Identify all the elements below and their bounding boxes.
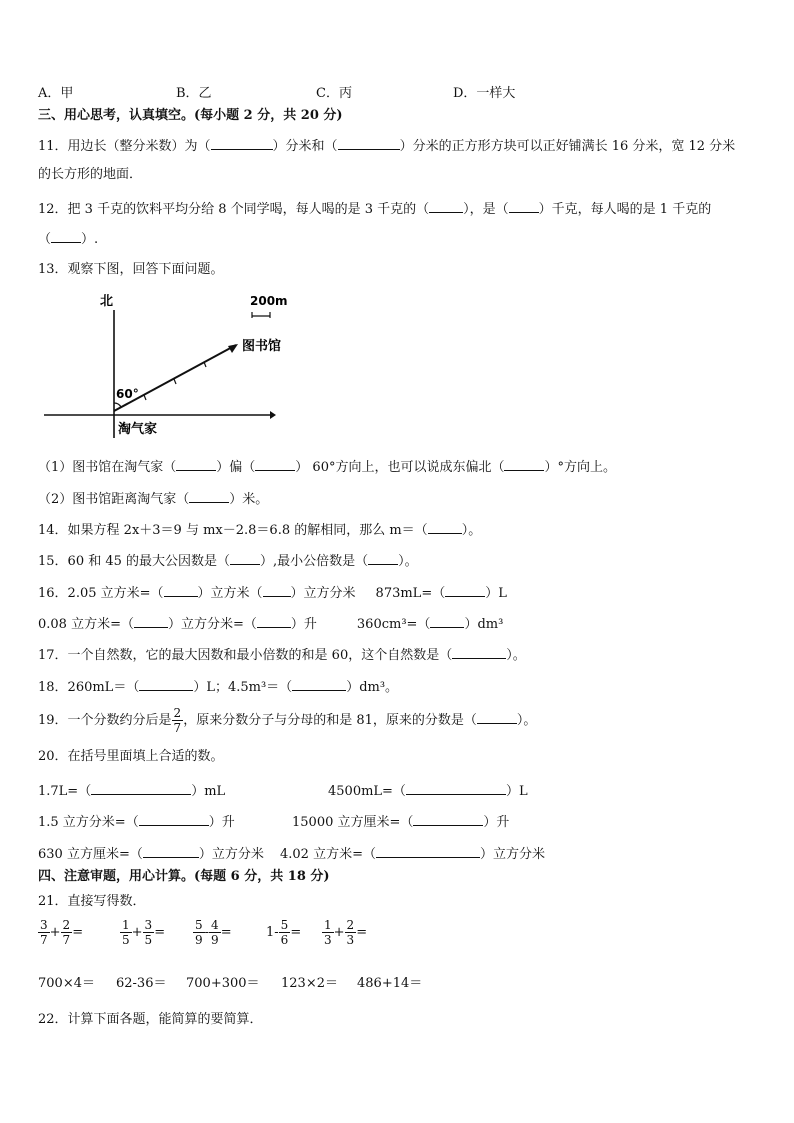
answer-blank[interactable] bbox=[428, 520, 462, 534]
section-4-heading: 四、注意审题，用心计算。(每题 6 分，共 18 分) bbox=[38, 869, 330, 884]
question-14: 14．如果方程 2x＋3＝9 与 mx－2.8＝6.8 的解相同，那么 m＝（ ）。 bbox=[38, 520, 481, 540]
library-arrowhead bbox=[228, 344, 238, 353]
question-12-line-2: （ ）. bbox=[38, 229, 98, 249]
answer-blank[interactable] bbox=[430, 614, 464, 628]
answer-blank[interactable] bbox=[139, 677, 193, 691]
home-label: 淘气家 bbox=[118, 422, 158, 437]
distance-tick bbox=[144, 395, 146, 400]
answer-blank[interactable] bbox=[143, 844, 199, 858]
answer-blank[interactable] bbox=[406, 781, 506, 795]
question-13-part-2: （2）图书馆距离淘气家（ ）米。 bbox=[38, 489, 268, 509]
answer-blank[interactable] bbox=[230, 551, 260, 565]
scale-label: 200m bbox=[250, 294, 288, 308]
east-arrowhead bbox=[270, 411, 276, 419]
question-16-row-1: 16．2.05 立方米=（ ）立方米（ ）立方分米 873mL=（ ）L bbox=[38, 583, 507, 603]
answer-blank[interactable] bbox=[139, 812, 209, 826]
question-13-intro: 13．观察下图，回答下面问题。 bbox=[38, 262, 224, 277]
question-20-row-1-right: 4500mL=（ ）L bbox=[328, 780, 528, 799]
fraction-expression-3: $\frac{5}{9}$ - $\frac{4}{9}$ = bbox=[195, 918, 232, 947]
fraction-expression-1: $\frac{3}{7}$ + $\frac{2}{7}$ = bbox=[40, 918, 84, 947]
option-c: C．丙 bbox=[316, 86, 352, 101]
direction-diagram bbox=[38, 288, 288, 443]
question-21-intro: 21．直接写得数． bbox=[38, 894, 146, 909]
answer-blank[interactable] bbox=[176, 457, 216, 471]
answer-blank[interactable] bbox=[257, 614, 291, 628]
integer-expression: 486+14＝ bbox=[357, 976, 423, 991]
question-11-line-1: 11．用边长（整分米数）为（ ）分米和（ ）分米的正方形方块可以正好铺满长 16 分米，宽 12 分米 bbox=[38, 136, 735, 156]
question-15: 15．60 和 45 的最大公因数是（ ）,最小公倍数是（ ）。 bbox=[38, 551, 418, 571]
answer-blank[interactable] bbox=[509, 199, 539, 213]
answer-blank[interactable] bbox=[134, 614, 168, 628]
answer-blank[interactable] bbox=[376, 844, 480, 858]
fraction: $\frac{2}{7}$ bbox=[173, 706, 182, 735]
question-19: 19．一个分数约分后是 $\frac{2}{7}$ ，原来分数分子与分母的和是 81，原来的分数是（ ）。 bbox=[38, 706, 537, 735]
question-18: 18．260mL＝（ ）L；4.5m³＝（ ）dm³。 bbox=[38, 677, 398, 697]
answer-blank[interactable] bbox=[368, 551, 398, 565]
answer-blank[interactable] bbox=[429, 199, 463, 213]
question-17: 17．一个自然数，它的最大因数和最小倍数的和是 60，这个自然数是（ ）。 bbox=[38, 645, 526, 665]
answer-blank[interactable] bbox=[263, 583, 291, 597]
question-13-part-1: （1）图书馆在淘气家（ ）偏（ ） 60°方向上，也可以说成东偏北（ ）°方向上。 bbox=[38, 457, 616, 477]
answer-blank[interactable] bbox=[338, 136, 400, 150]
fraction-expression-4: 1- $\frac{5}{6}$ = bbox=[266, 918, 302, 947]
question-20-row-2-left: 1.5 立方分米=（ ）升 bbox=[38, 811, 235, 830]
answer-blank[interactable] bbox=[164, 583, 198, 597]
answer-blank[interactable] bbox=[292, 677, 346, 691]
answer-blank[interactable] bbox=[445, 583, 485, 597]
library-bearing-line bbox=[114, 345, 236, 411]
integer-expression: 123×2＝ bbox=[281, 976, 338, 991]
question-20-row-2-right: 15000 立方厘米=（ ）升 bbox=[292, 811, 509, 830]
answer-blank[interactable] bbox=[477, 710, 517, 724]
integer-expression: 62-36＝ bbox=[116, 976, 167, 991]
question-20-row-3-left: 630 立方厘米=（ ）立方分米 bbox=[38, 843, 264, 862]
fraction-expression-5: $\frac{1}{3}$ + $\frac{2}{3}$ = bbox=[324, 918, 368, 947]
option-a: A．甲 bbox=[38, 86, 74, 101]
question-16-row-2: 0.08 立方米=（ ）立方分米=（ ）升 360cm³=（ ）dm³ bbox=[38, 614, 503, 634]
option-d: D．一样大 bbox=[453, 86, 516, 101]
answer-blank[interactable] bbox=[51, 229, 81, 243]
option-b: B．乙 bbox=[176, 86, 212, 101]
question-20-intro: 20．在括号里面填上合适的数。 bbox=[38, 749, 224, 764]
answer-blank[interactable] bbox=[413, 812, 483, 826]
integer-expression: 700×4＝ bbox=[38, 976, 95, 991]
section-3-heading: 三、用心思考，认真填空。(每小题 2 分，共 20 分) bbox=[38, 108, 343, 123]
answer-blank[interactable] bbox=[504, 457, 544, 471]
library-label: 图书馆 bbox=[242, 339, 282, 354]
fraction-expression-2: $\frac{1}{5}$ + $\frac{3}{5}$ = bbox=[122, 918, 166, 947]
distance-tick bbox=[174, 379, 176, 384]
north-label: 北 bbox=[100, 294, 114, 309]
answer-blank[interactable] bbox=[452, 645, 506, 659]
answer-blank[interactable] bbox=[211, 136, 273, 150]
question-22-intro: 22．计算下面各题，能简算的要简算． bbox=[38, 1012, 263, 1027]
integer-expression: 700+300＝ bbox=[186, 976, 260, 991]
angle-arc bbox=[114, 403, 121, 407]
angle-label: 60° bbox=[116, 387, 139, 401]
answer-blank[interactable] bbox=[91, 781, 191, 795]
answer-blank[interactable] bbox=[189, 489, 229, 503]
question-20-row-1-left: 1.7L=（ ）mL bbox=[38, 780, 225, 799]
answer-blank[interactable] bbox=[255, 457, 295, 471]
question-20-row-3-right: 4.02 立方米=（ ）立方分米 bbox=[280, 843, 545, 862]
question-11-line-2: 的长方形的地面． bbox=[38, 167, 143, 182]
question-12-line-1: 12．把 3 千克的饮料平均分给 8 个同学喝，每人喝的是 3 千克的（ ），是（ ）千克，每人喝的是 1 千克的 bbox=[38, 199, 711, 219]
